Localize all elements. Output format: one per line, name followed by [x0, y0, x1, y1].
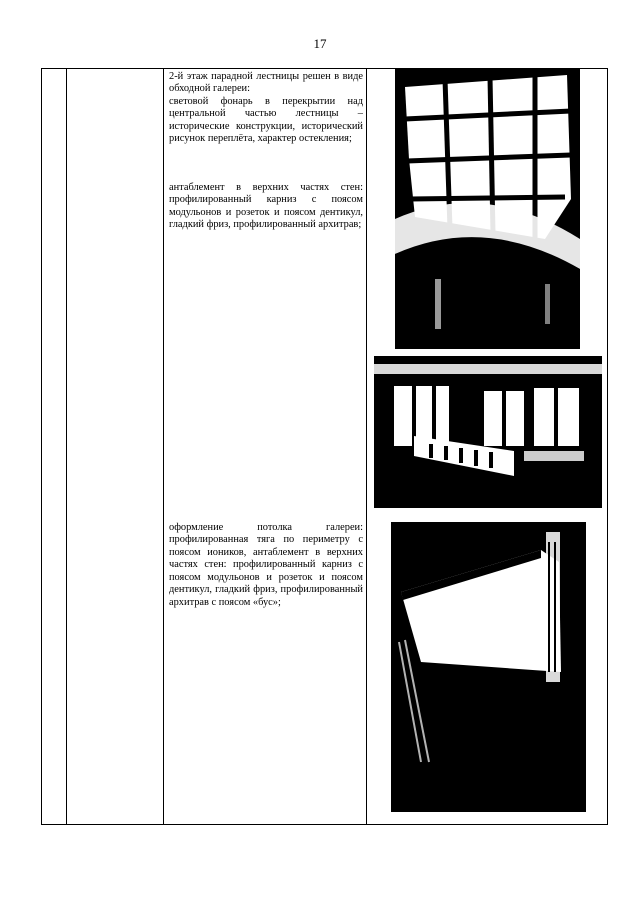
table-column-divider [163, 69, 164, 824]
description-cell-1 [169, 71, 363, 146]
gallery-balustrade-photo [374, 356, 602, 508]
description-cell-3 [169, 522, 363, 609]
description-cell-2 [169, 182, 363, 232]
skylight-photo [395, 69, 580, 349]
description-paragraph: 2-й этаж парадной лестницы решен в виде обходной галереи: [169, 71, 363, 95]
table-column-divider [66, 69, 67, 824]
page-number: 17 [313, 36, 327, 51]
heritage-table [41, 68, 608, 825]
description-paragraph: световой фонарь в перекрытии над центральной частью лестницы – исторические конструкции, исторический рисунок переплёта, характер остекления; [169, 95, 363, 145]
table-column-divider [366, 69, 367, 824]
description-paragraph: оформление потолка галереи: профилированная тяга по периметру с поясом иоников, антаблемент в верхних частях стен: профилированный карниз с поясом модульонов и розеток и поясом дентикул, гладкий фриз, профилированный архитрав с поясом «бус»; [169, 522, 363, 608]
description-paragraph: антаблемент в верхних частях стен: профилированный карниз с поясом модульонов и розеток и поясом дентикул, гладкий фриз, профилированный архитрав; [169, 182, 363, 231]
ceiling-corner-photo [391, 522, 586, 812]
